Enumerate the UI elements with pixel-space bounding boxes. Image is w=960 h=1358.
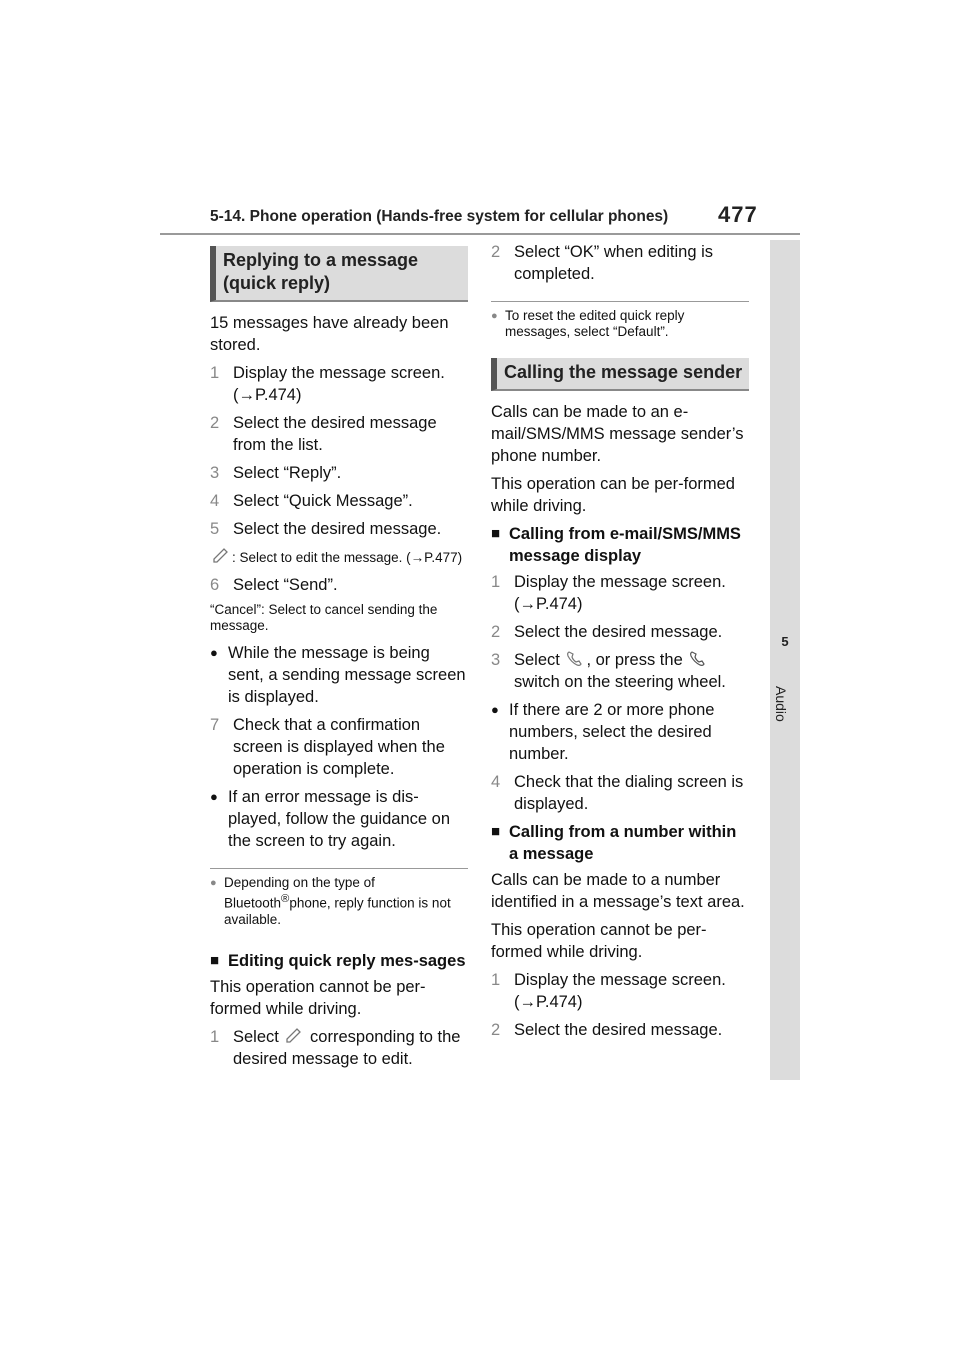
edit-note-text: : Select to edit the message. (→P.477) bbox=[232, 550, 463, 565]
phone-icon bbox=[687, 649, 709, 669]
bullet-text: If there are 2 or more phone numbers, select the desired number. bbox=[509, 701, 715, 763]
side-tab-number: 5 bbox=[781, 634, 789, 649]
bullet-item bbox=[210, 642, 468, 708]
step-number: 6 bbox=[210, 576, 220, 594]
paragraph: This operation can be per-formed while driving. bbox=[491, 475, 735, 515]
step bbox=[210, 518, 468, 540]
step-number: 1 bbox=[491, 971, 501, 989]
step bbox=[210, 574, 468, 596]
paragraph: Calls can be made to a number identified in a message’s text area. bbox=[491, 871, 745, 911]
pencil-icon bbox=[210, 546, 232, 566]
subheading-calling-from-number: ■ Calling from a number within a message bbox=[491, 823, 737, 863]
step-number: 1 bbox=[210, 364, 220, 382]
square-bullet-icon: ■ bbox=[210, 951, 220, 969]
step-number: 1 bbox=[210, 1027, 220, 1046]
step-text: Select the desired message. bbox=[514, 1021, 723, 1039]
note-text: To reset the edited quick reply messages, select “Default”. bbox=[505, 308, 685, 339]
step-text: Display the message screen. (→P.474) bbox=[233, 364, 445, 404]
step bbox=[491, 649, 749, 693]
step-number: 1 bbox=[491, 573, 501, 591]
note-text: Depending on the type of Bluetooth®phone, reply function is not available. bbox=[224, 875, 451, 927]
step-number: 2 bbox=[491, 243, 501, 261]
step-text: Select the desired message from the list. bbox=[233, 414, 437, 454]
step-text: Select “OK” when editing is completed. bbox=[514, 243, 714, 283]
step bbox=[491, 241, 749, 285]
page-number: 477 bbox=[718, 202, 758, 227]
step bbox=[210, 462, 468, 484]
step-number: 3 bbox=[210, 464, 220, 482]
pencil-icon bbox=[283, 1026, 305, 1046]
note-item bbox=[491, 308, 749, 340]
step-number: 2 bbox=[491, 1021, 501, 1039]
step-text: Select “Reply”. bbox=[233, 464, 342, 482]
step-text: Select corresponding to the desired message to edit. bbox=[233, 1027, 461, 1068]
step bbox=[210, 490, 468, 512]
step-text: Select the desired message. bbox=[514, 623, 723, 641]
step-number: 4 bbox=[210, 492, 220, 510]
bullet-icon: ● bbox=[491, 702, 499, 717]
bullet-icon: ● bbox=[210, 645, 218, 660]
paragraph: This operation cannot be per-formed while driving. bbox=[491, 921, 707, 961]
running-header-title: 5-14. Phone operation (Hands-free system for cellular phones) bbox=[210, 208, 669, 225]
note-bullet-icon: ● bbox=[210, 877, 217, 889]
bullet-item bbox=[491, 699, 749, 765]
cancel-note: “Cancel”: Select to cancel sending the message. bbox=[210, 602, 438, 633]
step-number: 3 bbox=[491, 651, 501, 669]
step-text: Check that a confirmation screen is displayed when the operation is complete. bbox=[233, 716, 445, 778]
bullet-text: If an error message is dis-played, follow the guidance on the screen to try again. bbox=[228, 788, 450, 850]
step bbox=[491, 771, 749, 815]
intro-text: 15 messages have already been stored. bbox=[210, 314, 449, 354]
step-number: 2 bbox=[210, 414, 220, 432]
step-text: Display the message screen. (→P.474) bbox=[514, 971, 726, 1011]
step bbox=[210, 1026, 468, 1070]
phone-icon bbox=[564, 649, 586, 669]
paragraph: Calls can be made to an e-mail/SMS/MMS message sender’s phone number. bbox=[491, 403, 744, 465]
bullet-text: While the message is being sent, a sending message screen is displayed. bbox=[228, 644, 466, 706]
header-rule bbox=[160, 233, 800, 235]
bullet-icon: ● bbox=[210, 789, 218, 804]
step bbox=[210, 362, 468, 406]
step bbox=[210, 714, 468, 780]
step bbox=[210, 412, 468, 456]
note-bullet-icon: ● bbox=[491, 310, 498, 322]
step-text: Select , or press the switch on the steering wheel. bbox=[514, 651, 726, 691]
step-number: 7 bbox=[210, 716, 220, 734]
step-text: Select “Send”. bbox=[233, 576, 338, 594]
note-item bbox=[210, 875, 468, 928]
subheading-editing-quick-reply: ■ Editing quick reply mes-sages bbox=[210, 951, 466, 970]
section-heading-quick-reply: Replying to a message (quick reply) bbox=[210, 246, 468, 302]
step-number: 4 bbox=[491, 773, 501, 791]
step-number: 2 bbox=[491, 623, 501, 641]
edit-note bbox=[210, 546, 468, 566]
step bbox=[491, 621, 749, 643]
step bbox=[491, 969, 749, 1013]
right-column bbox=[491, 241, 749, 1047]
note-rule bbox=[491, 301, 749, 302]
bullet-item bbox=[210, 786, 468, 852]
step bbox=[491, 571, 749, 615]
step bbox=[491, 1019, 749, 1041]
step-text: Select “Quick Message”. bbox=[233, 492, 413, 510]
step-text: Check that the dialing screen is displayed. bbox=[514, 773, 744, 813]
left-column bbox=[210, 246, 468, 1076]
side-tab-label: Audio bbox=[773, 686, 789, 722]
section-heading-calling-sender: Calling the message sender bbox=[491, 358, 749, 391]
sub1-text: This operation cannot be per-formed while driving. bbox=[210, 977, 426, 1018]
step-text: Select the desired message. bbox=[233, 520, 442, 538]
note-rule bbox=[210, 868, 468, 869]
square-bullet-icon: ■ bbox=[491, 823, 501, 840]
square-bullet-icon: ■ bbox=[491, 525, 501, 542]
side-tab bbox=[770, 240, 800, 1080]
subheading-calling-from-display: ■ Calling from e-mail/SMS/MMS message display bbox=[491, 525, 741, 565]
step-text: Display the message screen. (→P.474) bbox=[514, 573, 726, 613]
step-number: 5 bbox=[210, 520, 220, 538]
